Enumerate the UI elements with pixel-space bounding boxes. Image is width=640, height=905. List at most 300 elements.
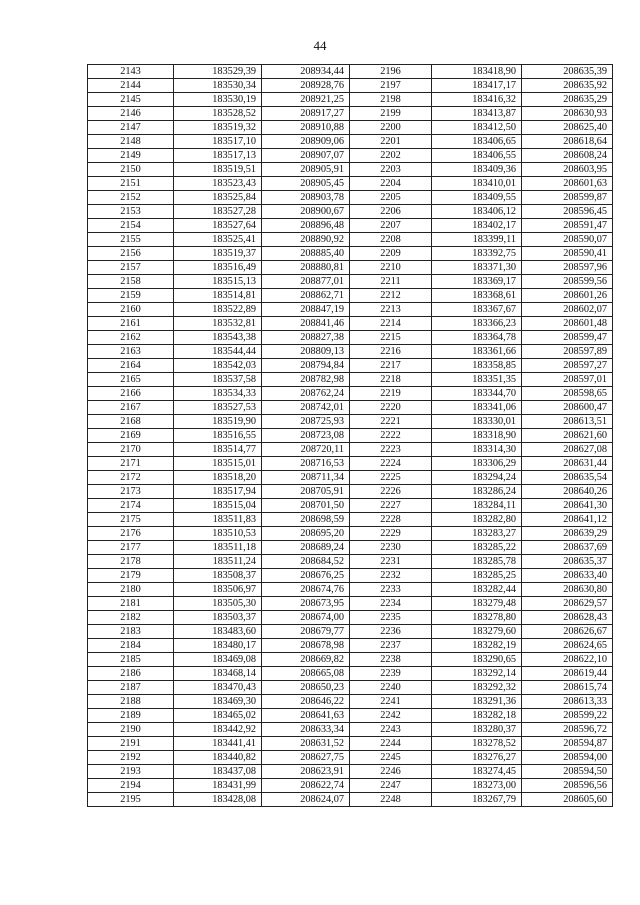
table-row [88, 709, 613, 723]
table-cell-y-coordinate: 208597,01 [522, 373, 613, 387]
table-cell-point-number: 2230 [350, 541, 432, 555]
table-cell-y-coordinate: 208594,00 [522, 751, 613, 765]
table-cell-point-number: 2188 [88, 695, 174, 709]
table-cell-x-coordinate: 183517,10 [174, 135, 262, 149]
table-cell-point-number: 2211 [350, 275, 432, 289]
table-cell-x-coordinate: 183280,37 [432, 723, 522, 737]
table-cell-point-number: 2212 [350, 289, 432, 303]
page-number: 44 [313, 38, 327, 53]
table-cell-point-number: 2209 [350, 247, 432, 261]
table-cell-x-coordinate: 183515,13 [174, 275, 262, 289]
table-cell-point-number: 2179 [88, 569, 174, 583]
table-row [88, 107, 613, 121]
table-cell-y-coordinate: 208601,26 [522, 289, 613, 303]
table-cell-x-coordinate: 183413,87 [432, 107, 522, 121]
table-cell-x-coordinate: 183406,12 [432, 205, 522, 219]
table-cell-y-coordinate: 208630,80 [522, 583, 613, 597]
table-cell-x-coordinate: 183511,24 [174, 555, 262, 569]
table-row [88, 121, 613, 135]
table-cell-y-coordinate: 208594,87 [522, 737, 613, 751]
table-cell-y-coordinate: 208625,40 [522, 121, 613, 135]
table-cell-y-coordinate: 208910,88 [262, 121, 350, 135]
table-row [88, 261, 613, 275]
coordinates-table [87, 64, 613, 807]
table-cell-x-coordinate: 183525,41 [174, 233, 262, 247]
table-cell-x-coordinate: 183469,30 [174, 695, 262, 709]
table-cell-y-coordinate: 208890,92 [262, 233, 350, 247]
table-row [88, 513, 613, 527]
table-cell-point-number: 2153 [88, 205, 174, 219]
table-row [88, 723, 613, 737]
table-cell-point-number: 2154 [88, 219, 174, 233]
table-cell-point-number: 2241 [350, 695, 432, 709]
table-cell-x-coordinate: 183276,27 [432, 751, 522, 765]
table-cell-y-coordinate: 208650,23 [262, 681, 350, 695]
table-cell-y-coordinate: 208628,43 [522, 611, 613, 625]
table-row [88, 611, 613, 625]
table-cell-y-coordinate: 208705,91 [262, 485, 350, 499]
table-cell-y-coordinate: 208613,51 [522, 415, 613, 429]
table-cell-x-coordinate: 183290,65 [432, 653, 522, 667]
table-cell-x-coordinate: 183285,78 [432, 555, 522, 569]
table-cell-point-number: 2174 [88, 499, 174, 513]
table-cell-point-number: 2195 [88, 793, 174, 807]
table-cell-x-coordinate: 183511,18 [174, 541, 262, 555]
table-cell-y-coordinate: 208725,93 [262, 415, 350, 429]
table-cell-x-coordinate: 183286,24 [432, 485, 522, 499]
table-cell-y-coordinate: 208626,67 [522, 625, 613, 639]
table-cell-point-number: 2216 [350, 345, 432, 359]
table-cell-y-coordinate: 208674,76 [262, 583, 350, 597]
table-cell-point-number: 2144 [88, 79, 174, 93]
table-cell-y-coordinate: 208596,56 [522, 779, 613, 793]
table-cell-x-coordinate: 183292,32 [432, 681, 522, 695]
table-cell-point-number: 2233 [350, 583, 432, 597]
table-cell-point-number: 2149 [88, 149, 174, 163]
table-cell-x-coordinate: 183519,32 [174, 121, 262, 135]
table-cell-point-number: 2202 [350, 149, 432, 163]
table-cell-x-coordinate: 183508,37 [174, 569, 262, 583]
table-row [88, 625, 613, 639]
table-cell-y-coordinate: 208633,34 [262, 723, 350, 737]
table-row [88, 471, 613, 485]
table-cell-x-coordinate: 183267,79 [432, 793, 522, 807]
table-cell-point-number: 2184 [88, 639, 174, 653]
table-cell-point-number: 2198 [350, 93, 432, 107]
table-cell-y-coordinate: 208928,76 [262, 79, 350, 93]
table-row [88, 415, 613, 429]
table-cell-x-coordinate: 183543,38 [174, 331, 262, 345]
table-cell-x-coordinate: 183534,33 [174, 387, 262, 401]
table-cell-x-coordinate: 183278,80 [432, 611, 522, 625]
table-cell-point-number: 2244 [350, 737, 432, 751]
table-cell-point-number: 2156 [88, 247, 174, 261]
table-cell-y-coordinate: 208679,77 [262, 625, 350, 639]
table-cell-x-coordinate: 183465,02 [174, 709, 262, 723]
table-cell-point-number: 2220 [350, 401, 432, 415]
table-cell-x-coordinate: 183532,81 [174, 317, 262, 331]
table-cell-y-coordinate: 208602,07 [522, 303, 613, 317]
table-cell-x-coordinate: 183367,67 [432, 303, 522, 317]
table-cell-x-coordinate: 183530,19 [174, 93, 262, 107]
table-row [88, 303, 613, 317]
table-cell-x-coordinate: 183409,36 [432, 163, 522, 177]
table-cell-x-coordinate: 183442,92 [174, 723, 262, 737]
table-cell-point-number: 2191 [88, 737, 174, 751]
table-cell-point-number: 2183 [88, 625, 174, 639]
table-row [88, 555, 613, 569]
table-row [88, 765, 613, 779]
table-cell-y-coordinate: 208934,44 [262, 65, 350, 79]
table-row [88, 219, 613, 233]
table-cell-point-number: 2232 [350, 569, 432, 583]
table-cell-y-coordinate: 208635,39 [522, 65, 613, 79]
table-cell-y-coordinate: 208613,33 [522, 695, 613, 709]
table-cell-x-coordinate: 183529,39 [174, 65, 262, 79]
table-cell-point-number: 2213 [350, 303, 432, 317]
table-cell-x-coordinate: 183470,43 [174, 681, 262, 695]
table-cell-point-number: 2189 [88, 709, 174, 723]
table-cell-x-coordinate: 183480,17 [174, 639, 262, 653]
table-cell-x-coordinate: 183544,44 [174, 345, 262, 359]
table-cell-y-coordinate: 208598,65 [522, 387, 613, 401]
table-cell-x-coordinate: 183274,45 [432, 765, 522, 779]
table-cell-point-number: 2247 [350, 779, 432, 793]
table-cell-x-coordinate: 183527,53 [174, 401, 262, 415]
table-cell-y-coordinate: 208603,95 [522, 163, 613, 177]
table-cell-y-coordinate: 208631,44 [522, 457, 613, 471]
table-cell-x-coordinate: 183279,48 [432, 597, 522, 611]
table-cell-y-coordinate: 208599,47 [522, 331, 613, 345]
table-cell-x-coordinate: 183428,08 [174, 793, 262, 807]
table-cell-y-coordinate: 208917,27 [262, 107, 350, 121]
table-cell-x-coordinate: 183518,20 [174, 471, 262, 485]
table-cell-y-coordinate: 208900,67 [262, 205, 350, 219]
table-row [88, 79, 613, 93]
table-cell-x-coordinate: 183351,35 [432, 373, 522, 387]
table-cell-y-coordinate: 208627,75 [262, 751, 350, 765]
table-cell-y-coordinate: 208629,57 [522, 597, 613, 611]
table-cell-point-number: 2168 [88, 415, 174, 429]
table-cell-y-coordinate: 208877,01 [262, 275, 350, 289]
table-cell-x-coordinate: 183410,01 [432, 177, 522, 191]
table-cell-x-coordinate: 183371,30 [432, 261, 522, 275]
table-row [88, 191, 613, 205]
table-cell-y-coordinate: 208624,65 [522, 639, 613, 653]
table-cell-x-coordinate: 183368,61 [432, 289, 522, 303]
table-cell-x-coordinate: 183364,78 [432, 331, 522, 345]
table-cell-x-coordinate: 183514,81 [174, 289, 262, 303]
table-row [88, 597, 613, 611]
table-cell-point-number: 2240 [350, 681, 432, 695]
table-cell-point-number: 2187 [88, 681, 174, 695]
table-cell-y-coordinate: 208794,84 [262, 359, 350, 373]
table-row [88, 681, 613, 695]
table-cell-y-coordinate: 208880,81 [262, 261, 350, 275]
table-cell-x-coordinate: 183515,01 [174, 457, 262, 471]
table-cell-x-coordinate: 183516,49 [174, 261, 262, 275]
table-cell-point-number: 2180 [88, 583, 174, 597]
table-cell-point-number: 2148 [88, 135, 174, 149]
table-cell-point-number: 2161 [88, 317, 174, 331]
table-cell-point-number: 2176 [88, 527, 174, 541]
table-cell-point-number: 2226 [350, 485, 432, 499]
table-cell-y-coordinate: 208596,45 [522, 205, 613, 219]
table-cell-y-coordinate: 208827,38 [262, 331, 350, 345]
table-cell-x-coordinate: 183285,25 [432, 569, 522, 583]
table-cell-point-number: 2185 [88, 653, 174, 667]
table-row [88, 639, 613, 653]
table-cell-point-number: 2197 [350, 79, 432, 93]
table-cell-y-coordinate: 208695,20 [262, 527, 350, 541]
table-cell-point-number: 2193 [88, 765, 174, 779]
table-cell-x-coordinate: 183441,41 [174, 737, 262, 751]
table-cell-point-number: 2204 [350, 177, 432, 191]
table-cell-point-number: 2145 [88, 93, 174, 107]
table-cell-x-coordinate: 183505,30 [174, 597, 262, 611]
table-cell-y-coordinate: 208716,53 [262, 457, 350, 471]
table-cell-point-number: 2205 [350, 191, 432, 205]
table-cell-y-coordinate: 208631,52 [262, 737, 350, 751]
table-cell-y-coordinate: 208622,74 [262, 779, 350, 793]
table-cell-y-coordinate: 208640,26 [522, 485, 613, 499]
table-cell-x-coordinate: 183366,23 [432, 317, 522, 331]
table-cell-x-coordinate: 183525,84 [174, 191, 262, 205]
table-cell-y-coordinate: 208841,46 [262, 317, 350, 331]
table-row [88, 135, 613, 149]
table-cell-point-number: 2147 [88, 121, 174, 135]
table-row [88, 527, 613, 541]
table-cell-y-coordinate: 208646,22 [262, 695, 350, 709]
table-cell-point-number: 2165 [88, 373, 174, 387]
table-cell-y-coordinate: 208673,95 [262, 597, 350, 611]
table-cell-point-number: 2175 [88, 513, 174, 527]
table-cell-x-coordinate: 183292,14 [432, 667, 522, 681]
table-cell-y-coordinate: 208590,07 [522, 233, 613, 247]
table-cell-x-coordinate: 183369,17 [432, 275, 522, 289]
table-cell-point-number: 2236 [350, 625, 432, 639]
table-cell-x-coordinate: 183530,34 [174, 79, 262, 93]
table-cell-y-coordinate: 208641,63 [262, 709, 350, 723]
table-cell-y-coordinate: 208678,98 [262, 639, 350, 653]
table-cell-y-coordinate: 208601,63 [522, 177, 613, 191]
table-cell-point-number: 2150 [88, 163, 174, 177]
table-row [88, 373, 613, 387]
table-cell-point-number: 2173 [88, 485, 174, 499]
table-cell-y-coordinate: 208618,64 [522, 135, 613, 149]
table-cell-point-number: 2234 [350, 597, 432, 611]
table-cell-y-coordinate: 208782,98 [262, 373, 350, 387]
table-cell-x-coordinate: 183527,64 [174, 219, 262, 233]
table-cell-point-number: 2159 [88, 289, 174, 303]
table-cell-x-coordinate: 183284,11 [432, 499, 522, 513]
table-cell-point-number: 2196 [350, 65, 432, 79]
table-cell-y-coordinate: 208701,50 [262, 499, 350, 513]
table-cell-y-coordinate: 208905,91 [262, 163, 350, 177]
table-cell-point-number: 2218 [350, 373, 432, 387]
table-cell-x-coordinate: 183285,22 [432, 541, 522, 555]
table-cell-y-coordinate: 208665,08 [262, 667, 350, 681]
table-cell-x-coordinate: 183514,77 [174, 443, 262, 457]
table-row [88, 485, 613, 499]
table-cell-y-coordinate: 208674,00 [262, 611, 350, 625]
table-cell-point-number: 2224 [350, 457, 432, 471]
table-cell-point-number: 2177 [88, 541, 174, 555]
table-cell-y-coordinate: 208599,87 [522, 191, 613, 205]
table-cell-x-coordinate: 183523,43 [174, 177, 262, 191]
table-cell-x-coordinate: 183282,19 [432, 639, 522, 653]
table-cell-point-number: 2208 [350, 233, 432, 247]
table-row [88, 401, 613, 415]
table-cell-x-coordinate: 183440,82 [174, 751, 262, 765]
table-cell-y-coordinate: 208615,74 [522, 681, 613, 695]
table-cell-y-coordinate: 208622,10 [522, 653, 613, 667]
table-cell-point-number: 2237 [350, 639, 432, 653]
table-row [88, 93, 613, 107]
table-row [88, 149, 613, 163]
table-row [88, 779, 613, 793]
table-cell-x-coordinate: 183412,50 [432, 121, 522, 135]
table-cell-y-coordinate: 208862,71 [262, 289, 350, 303]
table-cell-point-number: 2170 [88, 443, 174, 457]
table-cell-y-coordinate: 208809,13 [262, 345, 350, 359]
table-row [88, 737, 613, 751]
table-cell-y-coordinate: 208641,30 [522, 499, 613, 513]
table-cell-x-coordinate: 183402,17 [432, 219, 522, 233]
table-cell-y-coordinate: 208635,54 [522, 471, 613, 485]
table-cell-x-coordinate: 183417,17 [432, 79, 522, 93]
table-cell-point-number: 2186 [88, 667, 174, 681]
table-row [88, 233, 613, 247]
table-cell-point-number: 2206 [350, 205, 432, 219]
table-cell-x-coordinate: 183361,66 [432, 345, 522, 359]
table-cell-x-coordinate: 183273,00 [432, 779, 522, 793]
table-cell-y-coordinate: 208633,40 [522, 569, 613, 583]
table-cell-x-coordinate: 183519,51 [174, 163, 262, 177]
table-cell-x-coordinate: 183278,52 [432, 737, 522, 751]
table-cell-x-coordinate: 183282,80 [432, 513, 522, 527]
table-cell-x-coordinate: 183437,08 [174, 765, 262, 779]
table-row [88, 177, 613, 191]
table-cell-point-number: 2231 [350, 555, 432, 569]
table-cell-point-number: 2223 [350, 443, 432, 457]
table-cell-point-number: 2182 [88, 611, 174, 625]
table-cell-x-coordinate: 183483,60 [174, 625, 262, 639]
table-cell-y-coordinate: 208619,44 [522, 667, 613, 681]
table-row [88, 331, 613, 345]
table-cell-y-coordinate: 208885,40 [262, 247, 350, 261]
table-cell-x-coordinate: 183392,75 [432, 247, 522, 261]
table-cell-point-number: 2158 [88, 275, 174, 289]
table-row [88, 429, 613, 443]
table-row [88, 163, 613, 177]
table-row [88, 205, 613, 219]
table-cell-point-number: 2169 [88, 429, 174, 443]
table-cell-y-coordinate: 208907,07 [262, 149, 350, 163]
table-cell-point-number: 2146 [88, 107, 174, 121]
table-cell-y-coordinate: 208601,48 [522, 317, 613, 331]
table-cell-y-coordinate: 208909,06 [262, 135, 350, 149]
table-row [88, 667, 613, 681]
table-cell-y-coordinate: 208596,72 [522, 723, 613, 737]
table-cell-point-number: 2203 [350, 163, 432, 177]
table-cell-point-number: 2227 [350, 499, 432, 513]
table-cell-x-coordinate: 183522,89 [174, 303, 262, 317]
table-row [88, 499, 613, 513]
table-cell-y-coordinate: 208630,93 [522, 107, 613, 121]
table-cell-y-coordinate: 208597,27 [522, 359, 613, 373]
table-cell-x-coordinate: 183510,53 [174, 527, 262, 541]
table-cell-point-number: 2194 [88, 779, 174, 793]
table-row [88, 695, 613, 709]
table-cell-x-coordinate: 183294,24 [432, 471, 522, 485]
table-cell-x-coordinate: 183282,18 [432, 709, 522, 723]
table-cell-x-coordinate: 183341,06 [432, 401, 522, 415]
table-cell-point-number: 2245 [350, 751, 432, 765]
table-cell-y-coordinate: 208591,47 [522, 219, 613, 233]
table-cell-point-number: 2248 [350, 793, 432, 807]
table-cell-point-number: 2207 [350, 219, 432, 233]
table-cell-x-coordinate: 183409,55 [432, 191, 522, 205]
table-cell-point-number: 2225 [350, 471, 432, 485]
table-cell-point-number: 2190 [88, 723, 174, 737]
table-cell-y-coordinate: 208903,78 [262, 191, 350, 205]
table-cell-y-coordinate: 208635,37 [522, 555, 613, 569]
table-cell-point-number: 2229 [350, 527, 432, 541]
table-cell-x-coordinate: 183406,55 [432, 149, 522, 163]
table-row [88, 345, 613, 359]
table-cell-y-coordinate: 208742,01 [262, 401, 350, 415]
table-cell-point-number: 2228 [350, 513, 432, 527]
table-row [88, 653, 613, 667]
table-cell-point-number: 2178 [88, 555, 174, 569]
table-cell-point-number: 2152 [88, 191, 174, 205]
table-cell-point-number: 2157 [88, 261, 174, 275]
table-cell-y-coordinate: 208905,45 [262, 177, 350, 191]
table-cell-x-coordinate: 183399,11 [432, 233, 522, 247]
table-cell-x-coordinate: 183431,99 [174, 779, 262, 793]
table-cell-x-coordinate: 183291,36 [432, 695, 522, 709]
table-cell-point-number: 2201 [350, 135, 432, 149]
coordinates-table-body [88, 65, 613, 807]
table-cell-y-coordinate: 208623,91 [262, 765, 350, 779]
table-row [88, 457, 613, 471]
table-cell-x-coordinate: 183519,37 [174, 247, 262, 261]
table-cell-x-coordinate: 183515,04 [174, 499, 262, 513]
table-cell-point-number: 2200 [350, 121, 432, 135]
table-cell-x-coordinate: 183516,55 [174, 429, 262, 443]
table-cell-point-number: 2219 [350, 387, 432, 401]
table-cell-y-coordinate: 208698,59 [262, 513, 350, 527]
table-cell-x-coordinate: 183511,83 [174, 513, 262, 527]
table-cell-y-coordinate: 208624,07 [262, 793, 350, 807]
table-row [88, 569, 613, 583]
table-cell-point-number: 2242 [350, 709, 432, 723]
table-row [88, 583, 613, 597]
table-cell-x-coordinate: 183528,52 [174, 107, 262, 121]
table-cell-x-coordinate: 183506,97 [174, 583, 262, 597]
table-row [88, 541, 613, 555]
table-cell-x-coordinate: 183542,03 [174, 359, 262, 373]
table-cell-y-coordinate: 208921,25 [262, 93, 350, 107]
table-cell-x-coordinate: 183418,90 [432, 65, 522, 79]
table-cell-point-number: 2143 [88, 65, 174, 79]
table-cell-y-coordinate: 208621,60 [522, 429, 613, 443]
table-cell-y-coordinate: 208669,82 [262, 653, 350, 667]
table-cell-point-number: 2192 [88, 751, 174, 765]
table-cell-x-coordinate: 183318,90 [432, 429, 522, 443]
table-cell-x-coordinate: 183358,85 [432, 359, 522, 373]
